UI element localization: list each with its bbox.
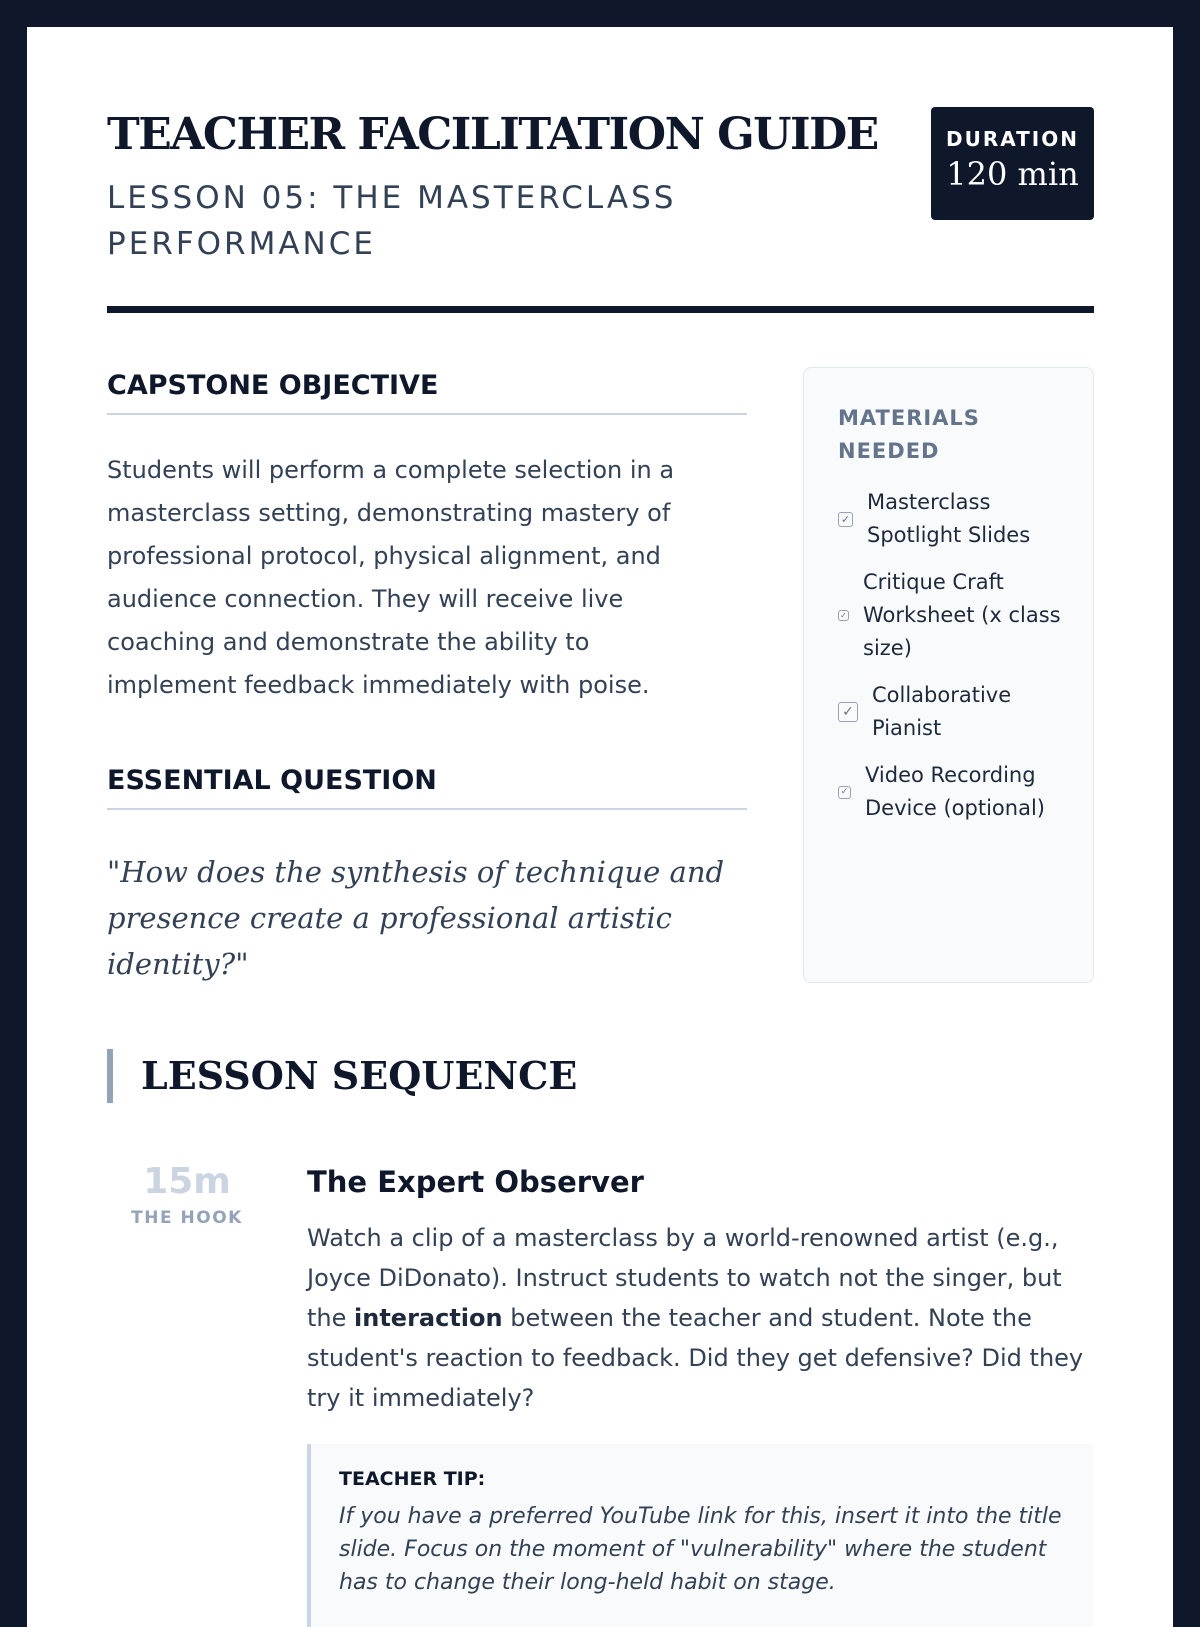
step-title: The Expert Observer (307, 1165, 644, 1199)
materials-item-label: Masterclass Spotlight Slides (867, 490, 1031, 547)
materials-heading: MATERIALS NEEDED (838, 406, 980, 463)
step-phase: THE HOOK (131, 1208, 243, 1228)
duration-label: DURATION (946, 127, 1079, 151)
objective-heading: CAPSTONE OBJECTIVE (107, 370, 747, 415)
materials-item-label: Video Recording Device (optional) (865, 763, 1045, 820)
guide-page (27, 27, 1173, 1627)
lesson-sequence-heading: LESSON SEQUENCE (107, 1049, 577, 1103)
step-duration: 15m (143, 1161, 231, 1202)
materials-item (838, 486, 1073, 552)
checkbox-icon: ✓ (838, 702, 858, 722)
header-divider (107, 306, 1094, 313)
materials-item-label: Critique Craft Worksheet (x class size) (863, 570, 1061, 660)
step-desc-emphasis: interaction (354, 1304, 503, 1332)
step-desc-part: Watch a clip of a masterclass by a world-renowned artist (e.g., Joyce DiDonato). Instruct students to watch not the singer, but the (307, 1224, 1062, 1332)
materials-item (838, 566, 1073, 665)
materials-item-label: Collaborative Pianist (872, 683, 1012, 740)
essential-question-text: "How does the synthesis of technique and presence create a professional artistic identity?" (107, 855, 725, 981)
materials-item (838, 759, 1073, 825)
step-desc-part: between the teacher and student. Note the student's reaction to feedback. Did they get defensive? Did they try it immediately? (307, 1304, 1084, 1412)
checkbox-icon: ✓ (838, 610, 849, 621)
teacher-tip-heading: TEACHER TIP: (339, 1468, 486, 1490)
duration-badge (931, 107, 1094, 220)
teacher-tip-text: If you have a preferred YouTube link for this, insert it into the title slide. Focus on the moment of "vulnerability" where the student has to change their long-held habit on stage. (339, 1504, 1062, 1595)
materials-panel (803, 367, 1094, 983)
step-time-block (107, 1160, 267, 1228)
lesson-subtitle: LESSON 05: THE MASTERCLASS PERFORMANCE (107, 180, 677, 262)
duration-value: 120 min (946, 155, 1079, 193)
step-description (307, 1218, 1094, 1418)
checkbox-icon: ✓ (838, 512, 853, 527)
page-title: TEACHER FACILITATION GUIDE (107, 109, 878, 160)
checkbox-icon: ✓ (838, 786, 851, 799)
essential-question-heading: ESSENTIAL QUESTION (107, 765, 747, 810)
objective-text: Students will perform a complete selection in a masterclass setting, demonstrating mastery of professional protocol, physical alignment, and audience connection. They will receive live coaching and demonstrate the ability to implement feedback immediately with poise. (107, 456, 675, 699)
materials-item (838, 679, 1073, 745)
